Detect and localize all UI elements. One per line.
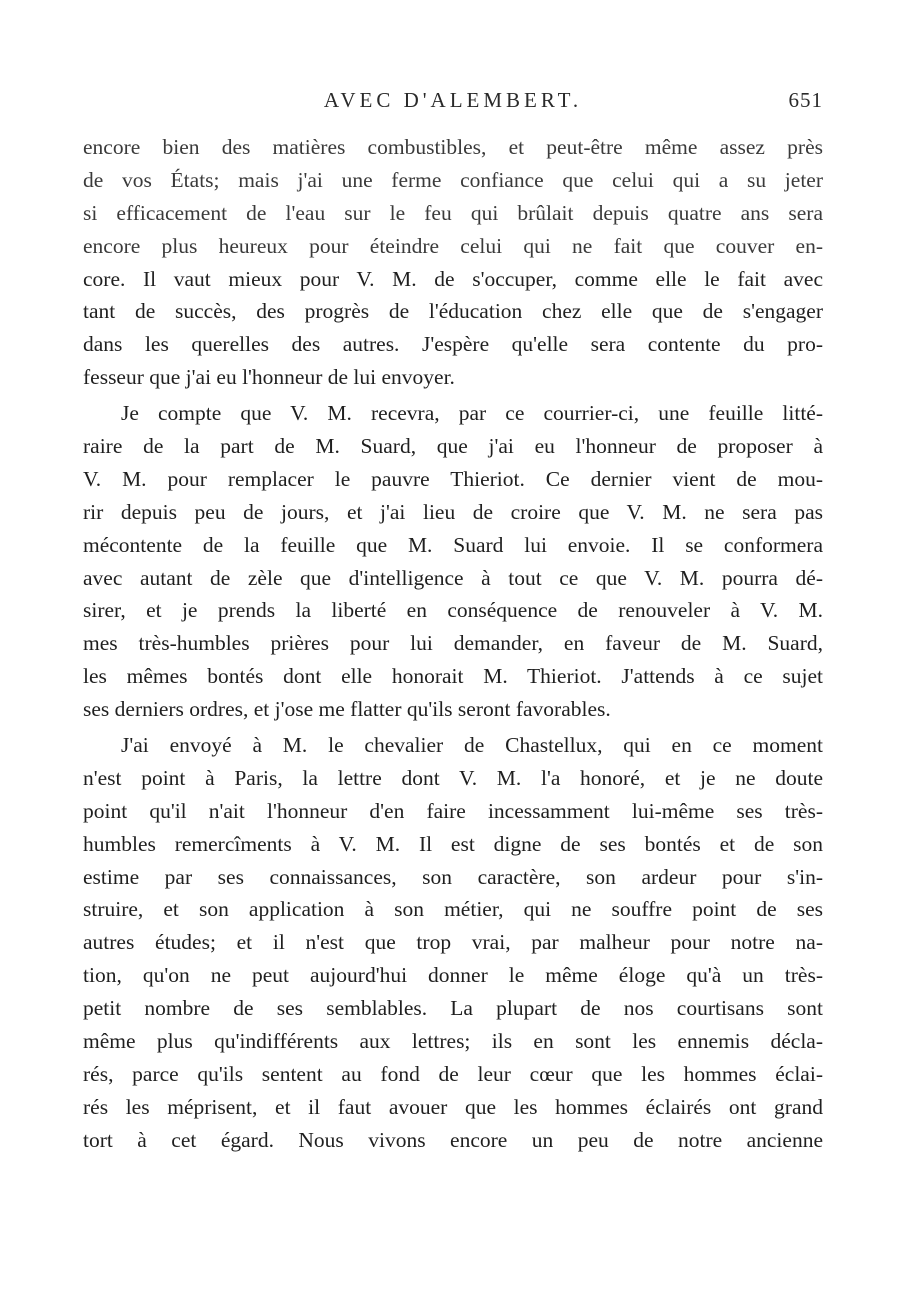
text-line: raire de la part de M. Suard, que j'ai eu l'honneur de proposer à xyxy=(83,434,823,459)
running-head xyxy=(83,88,823,120)
text-line: tant de succès, des progrès de l'éducation chez elle que de s'engager xyxy=(83,299,823,324)
text-line: estime par ses connaissances, son caractère, son ardeur pour s'in- xyxy=(83,864,823,889)
text-line: autres études; et il n'est que trop vrai, par malheur pour notre na- xyxy=(83,930,823,955)
text-line: les mêmes bontés dont elle honorait M. Thieriot. J'attends à ce sujet xyxy=(83,664,823,689)
text-line: tort à cet égard. Nous vivons encore un peu de notre ancienne xyxy=(83,1127,823,1152)
text-line: V. M. pour remplacer le pauvre Thieriot. Ce dernier vient de mou- xyxy=(83,466,823,491)
text-line: core. Il vaut mieux pour V. M. de s'occuper, comme elle le fait avec xyxy=(83,266,823,291)
text-line: dans les querelles des autres. J'espère qu'elle sera contente du pro- xyxy=(83,332,823,357)
text-line: point qu'il n'ait l'honneur d'en faire incessamment lui-même ses très- xyxy=(83,798,823,823)
body-text xyxy=(83,131,823,1157)
paragraph xyxy=(83,729,823,1157)
text-line: encore plus heureux pour éteindre celui qui ne fait que couver en- xyxy=(83,233,823,258)
text-line: rés, parce qu'ils sentent au fond de leur cœur que les hommes éclai- xyxy=(83,1061,823,1086)
paragraph xyxy=(83,397,823,726)
text-line: rir depuis peu de jours, et j'ai lieu de croire que V. M. ne sera pas xyxy=(83,499,823,524)
text-line: mécontente de la feuille que M. Suard lui envoie. Il se conformera xyxy=(83,532,823,557)
text-line: si efficacement de l'eau sur le feu qui brûlait depuis quatre ans sera xyxy=(83,200,823,225)
text-line: J'ai envoyé à M. le chevalier de Chastellux, qui en ce moment xyxy=(121,733,823,758)
text-line: n'est point à Paris, la lettre dont V. M. l'a honoré, et je ne doute xyxy=(83,765,823,790)
text-line: struire, et son application à son métier, qui ne souffre point de ses xyxy=(83,897,823,922)
text-line: sirer, et je prends la liberté en conséquence de renouveler à V. M. xyxy=(83,598,823,623)
text-line: humbles remercîments à V. M. Il est digne de ses bontés et de son xyxy=(83,831,823,856)
paragraph xyxy=(83,131,823,394)
text-line: fesseur que j'ai eu l'honneur de lui envoyer. xyxy=(83,365,455,390)
text-line: de vos États; mais j'ai une ferme confiance que celui qui a su jeter xyxy=(83,167,823,192)
text-line: même plus qu'indifférents aux lettres; ils en sont les ennemis décla- xyxy=(83,1029,823,1054)
text-line: encore bien des matières combustibles, et peut-être même assez près xyxy=(83,135,823,159)
text-line: petit nombre de ses semblables. La plupart de nos courtisans sont xyxy=(83,996,823,1021)
page-number: 651 xyxy=(788,88,823,112)
text-line: tion, qu'on ne peut aujourd'hui donner le même éloge qu'à un très- xyxy=(83,963,823,988)
text-line: Je compte que V. M. recevra, par ce courrier-ci, une feuille litté- xyxy=(121,401,823,426)
text-line: ses derniers ordres, et j'ose me flatter qu'ils seront favorables. xyxy=(83,697,611,722)
running-title: AVEC D'ALEMBERT. xyxy=(323,88,583,112)
text-line: rés les méprisent, et il faut avouer que les hommes éclairés ont grand xyxy=(83,1094,823,1119)
text-line: avec autant de zèle que d'intelligence à tout ce que V. M. pourra dé- xyxy=(83,565,823,590)
text-line: mes très-humbles prières pour lui demander, en faveur de M. Suard, xyxy=(83,631,823,656)
